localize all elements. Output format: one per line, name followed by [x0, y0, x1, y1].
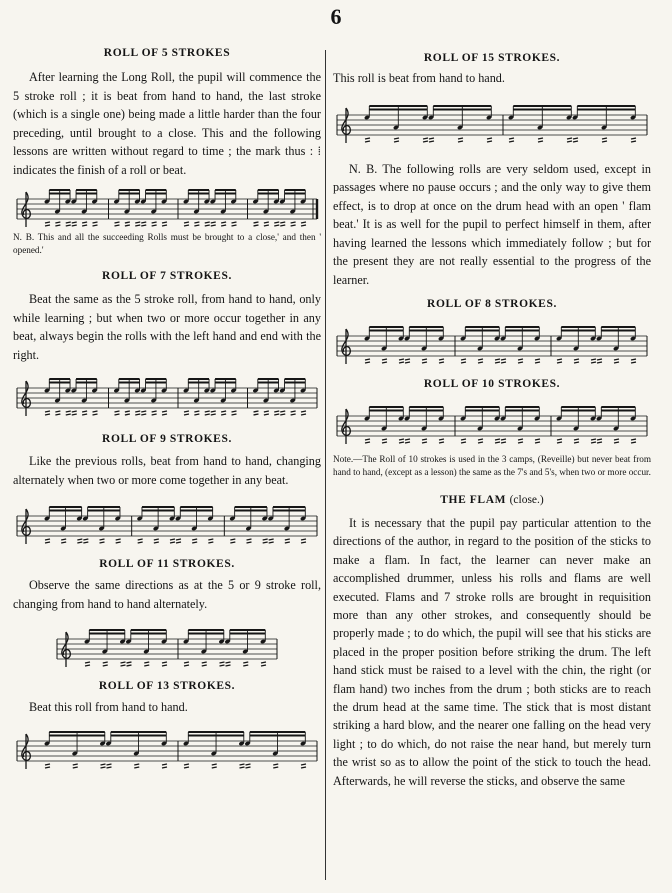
- text-roll-7: Beat the same as the 5 stroke roll, from hand to hand, only while learning ; but when two or more occur together in any beat, always begin the rolls with the left hand and end with the right.: [13, 292, 321, 362]
- heading-roll-9: ROLL OF 9 STROKES.: [102, 433, 232, 445]
- section-roll-8: [333, 297, 651, 373]
- staff-roll-7: [13, 364, 321, 424]
- section-roll-11: [13, 557, 321, 677]
- clef-icon: [62, 632, 71, 667]
- heading-roll-5: ROLL OF 5 STROKES: [103, 47, 231, 59]
- staff-roll-11: [13, 613, 321, 677]
- clef-icon: [342, 329, 351, 364]
- text-roll-11: Observe the same directions as at the 5 or 9 stroke roll, changing from hand to hand alternately.: [13, 578, 321, 611]
- heading-roll-15: ROLL OF 15 STROKES.: [423, 52, 561, 64]
- text-nb-rolls: N. B. The following rolls are very seldom used, except in passages where no pause occurs ; and the only way to give them effect, is to drop at once on the drum head with an open ' flam beat.' It is as well for the pupil to perfect himself in them, after having learned the lessons which immediately follow ; but for the present they are not really essential to the progress of the learner.: [333, 161, 651, 287]
- section-roll-15: [333, 51, 651, 154]
- text-roll-9: Like the previous rolls, beat from hand to hand, changing alternately when two or more come together in any beat.: [13, 454, 321, 487]
- heading-flam: [333, 493, 651, 507]
- heading-roll-11: ROLL OF 11 STROKES.: [99, 558, 235, 570]
- clef-icon: [342, 108, 351, 143]
- staff-roll-5: [13, 179, 321, 231]
- heading-flam-title: THE FLAM: [440, 494, 507, 506]
- heading-roll-13: ROLL OF 13 STROKES.: [98, 680, 236, 692]
- section-roll-9: [13, 432, 321, 555]
- heading-roll-7: ROLL OF 7 STROKES.: [102, 270, 232, 282]
- right-column: [333, 40, 651, 893]
- staff-roll-15: [333, 88, 651, 154]
- staff-roll-8: [333, 311, 651, 373]
- clef-icon: [22, 381, 31, 416]
- clef-icon: [22, 509, 31, 544]
- section-roll-7: [13, 269, 321, 424]
- page-number: 6: [330, 4, 342, 29]
- column-divider: [325, 50, 326, 880]
- heading-roll-10: ROLL OF 10 STROKES.: [423, 378, 561, 390]
- section-nb-rolls: [333, 160, 651, 290]
- section-flam: [333, 493, 651, 790]
- section-roll-13: [13, 679, 321, 777]
- note-roll-10: Note.—The Roll of 10 strokes is used in the 3 camps, (Reveille) but never beat from hand to hand, (except as a lesson) the same as the 7's and 5's, when two or more occur.: [333, 454, 651, 477]
- note-roll-5: N. B. This and all the succeeding Rolls must be brought to a close,' and then ' opened.': [13, 232, 321, 255]
- text-roll-15: This roll is beat from hand to hand.: [333, 71, 505, 85]
- staff-roll-10: [333, 391, 651, 453]
- section-roll-10: [333, 377, 651, 479]
- section-roll-5: [13, 46, 321, 257]
- heading-flam-sub: (close.): [509, 494, 544, 506]
- text-flam: It is necessary that the pupil pay particular attention to the directions of the author, in regard to the position of the sticks to make a flam. In fact, the learner can never make an accomplished drummer, unless his rolls and flams are well executed. Flams and 7 stroke rolls are brought in requisition more than any other strokes, and consequently should be properly made ; to do which, the pupil will see that his sticks are placed in the proper position before striking the drum. The left hand stick must be raised to a level with the chin, the right (or flam hand) two inches from the drum ; both sticks are to reach the drum head at the same time. The stick that is most distant striking a hard blow, and the nearer one falling on the head very light ; to do which, do not raise the near hand, but merely turn the wrist so as to allow the point of the stick to touch the head. Afterwards, he will reverse the sticks, and observe the same: [333, 516, 651, 788]
- clef-icon: [22, 734, 31, 769]
- staff-roll-9: [13, 489, 321, 555]
- text-roll-5: After learning the Long Roll, the pupil will commence the 5 stroke roll ; it is beat from hand to hand, the last stroke (which is a single one) being made a little harder than the four preceding, until brought to a close. This and the following lessons are written without regard to time ; the mark thus : ⁞ indicates the finish of a roll or beat.: [13, 70, 321, 177]
- left-column: [13, 40, 321, 893]
- clef-icon: [22, 192, 31, 227]
- staff-roll-13: [13, 717, 321, 777]
- text-roll-13: Beat this roll from hand to hand.: [29, 700, 188, 714]
- clef-icon: [342, 409, 351, 444]
- heading-roll-8: ROLL OF 8 STROKES.: [427, 298, 557, 310]
